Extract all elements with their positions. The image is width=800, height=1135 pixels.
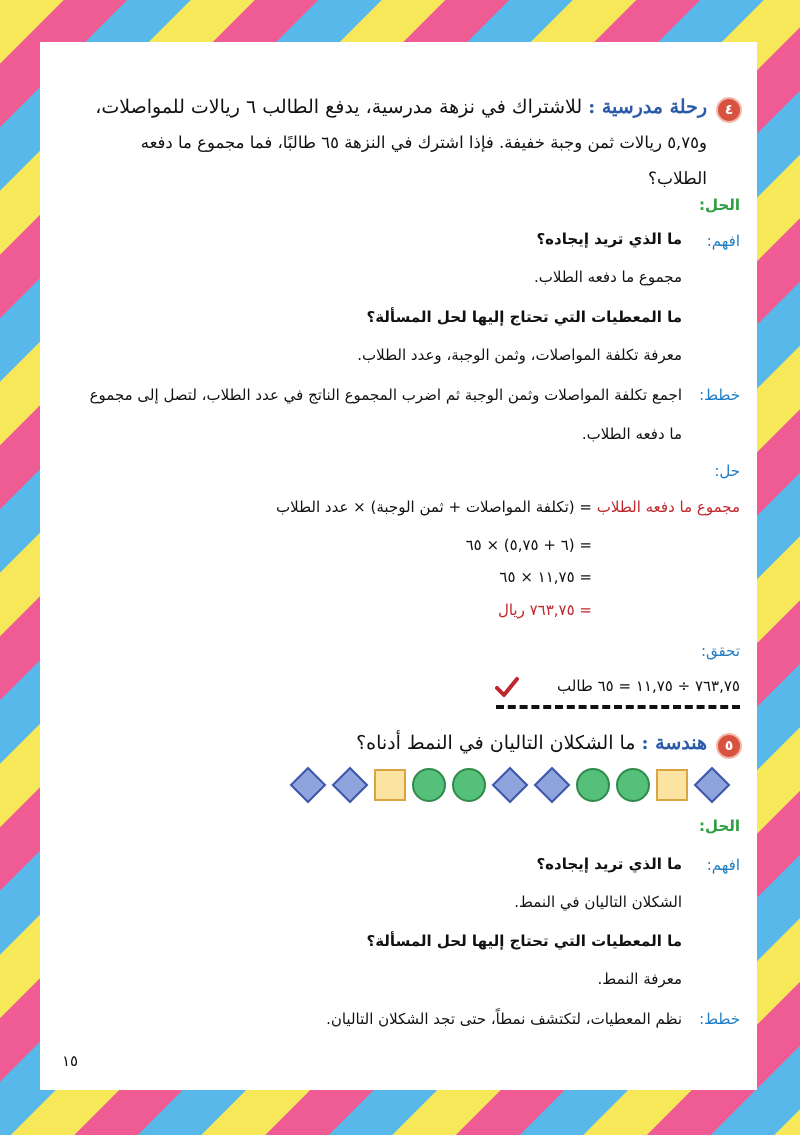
q4-plan-text-1: اجمع تكلفة المواصلات وثمن الوجبة ثم اضرب المجموع الناتج في عدد الطلاب، لتصل إلى مجموع [89, 386, 682, 404]
pattern-circle-5 [452, 768, 486, 802]
q4-equation-rhs: = (تكلفة المواصلات + ثمن الوجبة) × عدد الطلاب [276, 498, 592, 516]
checkmark-icon [495, 676, 519, 698]
q4-check-text: ٧٦٣,٧٥ ÷ ١١,٧٥ = ٦٥ طالب [557, 677, 740, 695]
question-4-badge: ٤ [718, 99, 740, 121]
pattern-diamond-11 [694, 767, 731, 804]
q4-plan-label: خطط: [699, 386, 740, 404]
q4-plan-text-2: ما دفعه الطلاب. [581, 425, 682, 443]
pattern-diamond-1 [290, 767, 327, 804]
q4-equation-lhs: مجموع ما دفعه الطلاب [596, 498, 740, 516]
question-5-title: هندسة : [641, 732, 707, 754]
q5-plan-label: خطط: [699, 1010, 740, 1028]
q4-equation-step-3: = ٧٦٣,٧٥ ريال [497, 601, 592, 619]
q5-answer-given: معرفة النمط. [597, 970, 682, 988]
q4-question-find: ما الذي تريد إيجاده؟ [536, 230, 682, 248]
q4-check-label: تحقق: [700, 642, 740, 660]
q5-question-find: ما الذي تريد إيجاده؟ [536, 855, 682, 873]
q5-understand-label: افهم: [706, 856, 740, 874]
section-divider [496, 705, 740, 709]
page-number: ١٥ [62, 1052, 79, 1070]
pattern-diamond-6 [492, 767, 529, 804]
question-5-line [356, 732, 707, 754]
q4-understand-label: افهم: [706, 232, 740, 250]
question-5-badge: ٥ [718, 735, 740, 757]
pattern-circle-4 [412, 768, 446, 802]
q4-solution-label: الحل: [699, 196, 740, 214]
q4-answer-given: معرفة تكلفة المواصلات، وثمن الوجبة، وعدد الطلاب. [357, 346, 682, 364]
q5-plan-text: نظم المعطيات، لتكتشف نمطاً، حتى تجد الشكلان التاليان. [326, 1010, 682, 1028]
pattern-diamond-2 [332, 767, 369, 804]
question-4-line-1 [95, 96, 707, 118]
shape-pattern [290, 768, 730, 802]
question-4-title: رحلة مدرسية : [588, 96, 707, 118]
pattern-square-3 [374, 769, 406, 801]
pattern-diamond-7 [534, 767, 571, 804]
pattern-square-10 [656, 769, 688, 801]
q5-question-given: ما المعطيات التي تحتاج إليها لحل المسألة؟ [366, 932, 682, 950]
question-4-text-1: للاشتراك في نزهة مدرسية، يدفع الطالب ٦ ريالات للمواصلات، [95, 96, 583, 118]
pattern-circle-9 [616, 768, 650, 802]
pattern-circle-8 [576, 768, 610, 802]
q5-solution-label: الحل: [699, 817, 740, 835]
q4-equation-step-1: = (٦ + ٥,٧٥) × ٦٥ [465, 536, 592, 554]
q5-answer-find: الشكلان التاليان في النمط. [514, 893, 682, 911]
question-5-text: ما الشكلان التاليان في النمط أدناه؟ [356, 732, 636, 754]
q4-question-given: ما المعطيات التي تحتاج إليها لحل المسألة؟ [366, 308, 682, 326]
q4-equation-line [276, 498, 740, 516]
q4-answer-find: مجموع ما دفعه الطلاب. [533, 268, 682, 286]
q4-solve-label: حل: [714, 462, 740, 480]
question-4-text-2: و٥,٧٥ ريالات ثمن وجبة خفيفة. فإذا اشترك في النزهة ٦٥ طالبًا، فما مجموع ما دفعه [140, 133, 707, 152]
q4-equation-step-2: = ١١,٧٥ × ٦٥ [499, 568, 592, 586]
question-4-text-3: الطلاب؟ [647, 169, 707, 189]
